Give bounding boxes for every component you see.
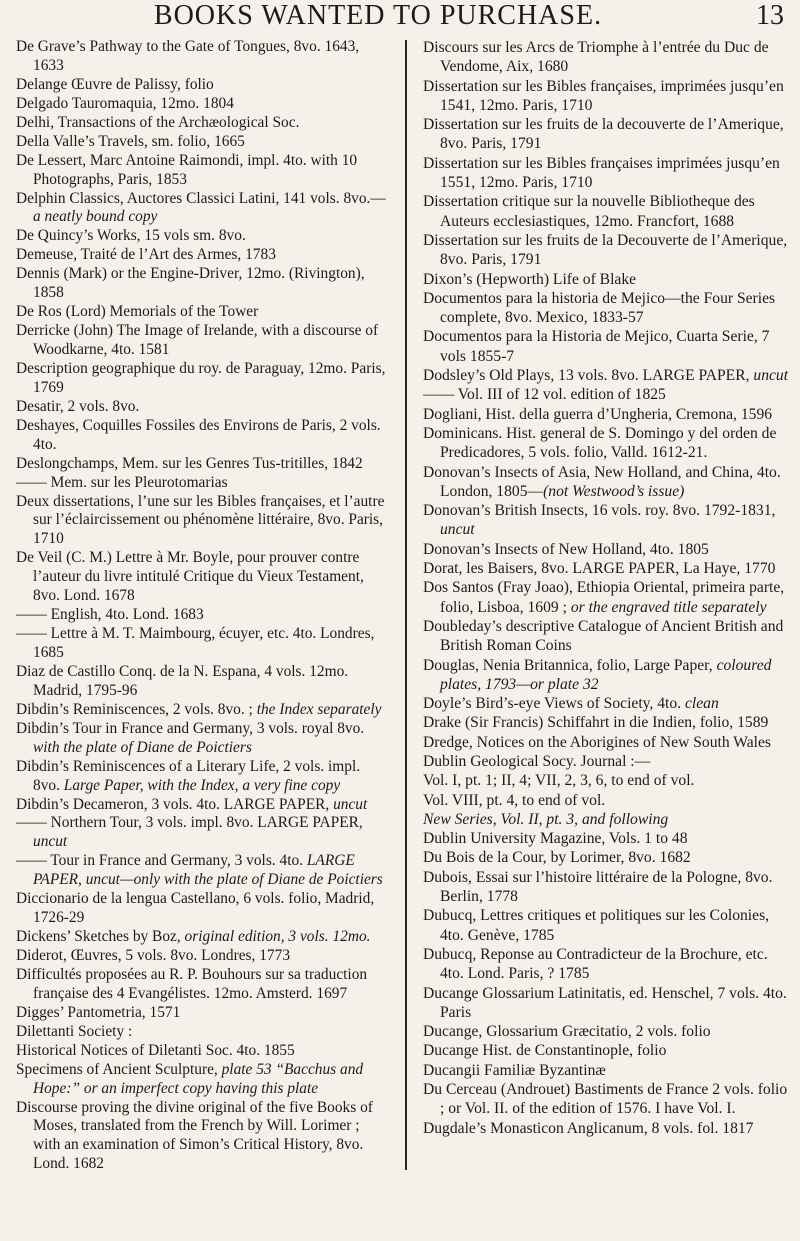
catalogue-entry — [423, 1041, 793, 1060]
entry-text: Ducange, Glossarium Græcitatio, 2 vols. folio — [423, 1023, 711, 1041]
entry-text: Deshayes, Coquilles Fossiles des Environs de Paris, 2 vols. 4to. — [16, 416, 381, 453]
catalogue-entry — [423, 115, 793, 154]
catalogue-entry — [16, 1099, 386, 1175]
entry-text: —— English, 4to. Lond. 1683 — [16, 606, 204, 624]
entry-text: —— Tour in France and Germany, 3 vols. 4to. — [16, 852, 307, 870]
catalogue-entry — [16, 814, 386, 852]
entry-note: New Series, Vol. II, pt. 3, and following — [423, 810, 669, 828]
catalogue-entry — [423, 733, 793, 752]
entry-text: Desatir, 2 vols. 8vo. — [16, 397, 140, 415]
catalogue-entry — [16, 663, 386, 701]
entry-text: Doubleday’s descriptive Catalogue of Ancient British and British Roman Coins — [423, 617, 784, 655]
catalogue-entry — [16, 417, 386, 455]
catalogue-entry — [16, 796, 386, 815]
running-head: BOOKS WANTED TO PURCHASE. — [153, 0, 603, 31]
entry-text: Documentos para la Historia de Mejico, Cuarta Serie, 7 vols 1855-7 — [423, 328, 770, 365]
entry-note: uncut — [440, 521, 475, 539]
catalogue-entry — [16, 303, 386, 322]
catalogue-entry — [423, 405, 793, 424]
entry-text: Dogliani, Hist. della guerra d’Ungheria, Cremona, 1596 — [423, 405, 773, 423]
entry-text: Dibdin’s Decameron, 3 vols. 4to. LARGE PAPER, — [16, 795, 334, 813]
catalogue-entry — [16, 398, 386, 417]
catalogue-entry — [423, 810, 793, 829]
entry-note: uncut — [333, 795, 368, 813]
catalogue-entry — [16, 928, 386, 947]
entry-text: Delange Œuvre de Palissy, folio — [16, 75, 214, 93]
entry-text: Specimens of Ancient Sculpture, — [16, 1060, 222, 1078]
entry-text: Du Bois de la Cour, by Lorimer, 8vo. 1682 — [423, 849, 691, 867]
entry-text: Dublin Geological Socy. Journal :— — [423, 752, 651, 770]
entry-text: Dorat, les Baisers, 8vo. LARGE PAPER, La Haye, 1770 — [423, 560, 776, 578]
catalogue-entry — [423, 77, 793, 116]
catalogue-entry — [16, 1023, 386, 1042]
entry-text: Vol. VIII, pt. 4, to end of vol. — [423, 791, 606, 809]
catalogue-entry — [423, 424, 793, 463]
catalogue-entry — [16, 966, 386, 1004]
catalogue-entry — [423, 713, 793, 732]
entry-text: Description geographique du roy. de Paraguay, 12mo. Paris, 1769 — [16, 359, 386, 396]
catalogue-entry — [423, 791, 793, 810]
entry-text: Dubucq, Lettres critiques et politiques sur les Colonies, 4to. Genève, 1785 — [423, 907, 770, 944]
entry-text: Derricke (John) The Image of Irelande, with a discourse of Woodkarne, 4to. 1581 — [16, 322, 379, 358]
entry-text: —— Vol. III of 12 vol. edition of 1825 — [423, 386, 666, 404]
entry-note: or the engraved title separately — [570, 598, 767, 616]
entry-text: Diccionario de la lengua Castellano, 6 vols. folio, Madrid, 1726-29 — [16, 890, 375, 927]
catalogue-entry — [16, 1004, 386, 1023]
catalogue-entry — [16, 265, 386, 303]
entry-note: the Index separately — [256, 700, 382, 718]
entry-text: Donovan’s British Insects, 16 vols. roy. 8vo. 1792-1831, — [423, 502, 776, 520]
catalogue-entry — [423, 1080, 793, 1119]
catalogue-entry — [16, 322, 386, 360]
page-header — [0, 0, 800, 40]
catalogue-entry — [423, 38, 793, 77]
catalogue-entry — [16, 1042, 386, 1061]
catalogue-entry — [16, 95, 386, 114]
entry-note: uncut — [753, 367, 789, 385]
entry-text: Donovan’s Insects of New Holland, 4to. 1805 — [423, 540, 709, 558]
catalogue-entry — [16, 701, 386, 720]
catalogue-entry — [16, 493, 386, 550]
entry-text: Delhi, Transactions of the Archæological Soc. — [16, 113, 300, 131]
entry-text: Delgado Tauromaquia, 12mo. 1804 — [16, 94, 234, 112]
entry-text: Douglas, Nenia Britannica, folio, Large Paper, — [423, 656, 717, 674]
entry-note: a neatly bound copy — [33, 208, 158, 226]
entry-text: Dixon’s (Hepworth) Life of Blake — [423, 270, 637, 288]
entry-text: De Lessert, Marc Antoine Raimondi, impl. 4to. with 10 Photographs, Paris, 1853 — [16, 151, 358, 188]
catalogue-entry — [423, 868, 793, 907]
entry-text: Discourse proving the divine original of the five Books of Moses, translated from the French by Will. Lorimer ; with an examination of Simon’s Critical History, 8vo. Lond. 1682 — [16, 1098, 373, 1173]
catalogue-entry — [423, 192, 793, 231]
catalogue-entry — [16, 190, 386, 228]
entry-text: Dissertation sur les fruits de la Decouverte de l’Amerique, 8vo. Paris, 1791 — [423, 231, 788, 269]
entry-text: Dissertation critique sur la nouvelle Bibliotheque des Auteurs ecclesiastiques, 12mo. Francfort, 1688 — [423, 193, 755, 230]
catalogue-entry — [423, 231, 793, 270]
entry-note: LARGE PAPER, uncut—only with the plate of Diane de Poictiers — [33, 852, 383, 889]
catalogue-entry — [423, 771, 793, 790]
entry-text: Dissertation sur les fruits de la decouverte de l’Amerique, 8vo. Paris, 1791 — [423, 116, 784, 153]
entry-text: Documentos para la historia de Mejico—the Four Series complete, 8vo. Mexico, 1833-57 — [423, 289, 776, 327]
entry-text: Dublin University Magazine, Vols. 1 to 48 — [423, 830, 688, 848]
catalogue-entry — [423, 1119, 793, 1138]
catalogue-entry — [423, 463, 793, 502]
entry-text: Dubois, Essai sur l’histoire littéraire de la Pologne, 8vo. Berlin, 1778 — [423, 868, 773, 906]
entry-text: Della Valle’s Travels, sm. folio, 1665 — [16, 132, 245, 150]
entry-note: plate 53 “Bacchus and Hope:” or an imperfect copy having this plate — [33, 1060, 364, 1097]
catalogue-entry — [423, 617, 793, 656]
entry-text: Deslongchamps, Mem. sur les Genres Tus-tritilles, 1842 — [16, 454, 363, 472]
page-number: 13 — [756, 0, 784, 31]
entry-text: Dodsley’s Old Plays, 13 vols. 8vo. LARGE PAPER, — [423, 367, 754, 385]
catalogue-entry — [423, 829, 793, 848]
catalogue-entry — [423, 501, 793, 540]
entry-text: Dibdin’s Reminiscences, 2 vols. 8vo. ; — [16, 700, 257, 718]
entry-text: Dubucq, Reponse au Contradicteur de la Brochure, etc. 4to. Lond. Paris, ? 1785 — [423, 945, 768, 983]
entry-note: coloured plates, 1793—or plate 32 — [440, 656, 772, 693]
entry-text: De Quincy’s Works, 15 vols sm. 8vo. — [16, 227, 246, 245]
entry-text: Drake (Sir Francis) Schiffahrt in die Indien, folio, 1589 — [423, 714, 769, 732]
entry-text: Dugdale’s Monasticon Anglicanum, 8 vols. fol. 1817 — [423, 1119, 754, 1137]
catalogue-entry — [423, 1061, 793, 1080]
entry-text: Ducange Glossarium Latinitatis, ed. Henschel, 7 vols. 4to. Paris — [423, 984, 787, 1021]
left-column — [16, 38, 386, 1174]
catalogue-entry — [423, 559, 793, 578]
entry-text: De Veil (C. M.) Lettre à Mr. Boyle, pour prouver contre l’auteur du livre intitulé Critique du Vieux Testament, 8vo. Lond. 1678 — [16, 549, 364, 605]
entry-text: Historical Notices of Diletanti Soc. 4to. 1855 — [16, 1041, 295, 1059]
catalogue-entry — [423, 289, 793, 328]
entry-text: Dredge, Notices on the Aborigines of New South Wales — [423, 733, 771, 751]
catalogue-entry — [423, 656, 793, 695]
entry-text: Dennis (Mark) or the Engine-Driver, 12mo. (Rivington), 1858 — [16, 265, 365, 302]
entry-text: —— Lettre à M. T. Maimbourg, écuyer, etc. 4to. Londres, 1685 — [16, 625, 375, 661]
entry-text: Deux dissertations, l’une sur les Bibles françaises, et l’autre sur l’éclaircissement ou phénomène littéraire, 8vo. Paris, 1710 — [16, 492, 385, 548]
catalogue-entry — [16, 625, 386, 663]
entry-text: Du Cerceau (Androuet) Bastiments de France 2 vols. folio ; or Vol. II. of the edition of 1576. I have Vol. I. — [423, 1081, 788, 1118]
column-divider — [405, 40, 407, 1170]
catalogue-entry — [423, 366, 793, 385]
catalogue-entry — [16, 474, 386, 493]
entry-text: Dibdin’s Reminiscences of a Literary Life, 2 vols. impl. 8vo. — [16, 757, 361, 794]
entry-note: with the plate of Diane de Poictiers — [33, 738, 252, 756]
entry-text: —— Northern Tour, 3 vols. impl. 8vo. LARGE PAPER, — [16, 814, 363, 832]
entry-text: Donovan’s Insects of Asia, New Holland, and China, 4to. London, 1805— — [423, 463, 781, 500]
catalogue-entry — [16, 114, 386, 133]
entry-text: Delphin Classics, Auctores Classici Latini, 141 vols. 8vo.— — [16, 189, 386, 207]
catalogue-entry — [423, 270, 793, 289]
entry-text: Dibdin’s Tour in France and Germany, 3 vols. royal 8vo. — [16, 719, 365, 737]
catalogue-entry — [423, 945, 793, 984]
catalogue-entry — [16, 455, 386, 474]
catalogue-entry — [423, 752, 793, 771]
entry-note: (not Westwood’s issue) — [543, 482, 685, 500]
entry-text: Vol. I, pt. 1; II, 4; VII, 2, 3, 6, to end of vol. — [423, 772, 695, 790]
entry-text: Dickens’ Sketches by Boz, — [16, 928, 185, 946]
entry-note: Large Paper, with the Index, a very fine copy — [63, 776, 341, 794]
entry-text: De Ros (Lord) Memorials of the Tower — [16, 303, 259, 321]
catalogue-entry — [16, 852, 386, 890]
catalogue-entry — [16, 133, 386, 152]
catalogue-entry — [16, 152, 386, 190]
entry-text: De Grave’s Pathway to the Gate of Tongues, 8vo. 1643, 1633 — [16, 38, 360, 74]
catalogue-entry — [423, 1022, 793, 1041]
catalogue-entry — [423, 984, 793, 1023]
entry-text: Ducangii Familiæ Byzantinæ — [423, 1061, 606, 1079]
entry-text: Doyle’s Bird’s-eye Views of Society, 4to. — [423, 695, 685, 713]
right-column — [423, 38, 793, 1138]
entry-note: uncut — [33, 833, 68, 851]
catalogue-entry — [423, 327, 793, 366]
catalogue-entry — [423, 906, 793, 945]
catalogue-entry — [423, 578, 793, 617]
entry-text: Difficultés proposées au R. P. Bouhours sur sa traduction française des 4 Evangélistes. 12mo. Amsterd. 1697 — [16, 965, 368, 1002]
catalogue-entry — [16, 947, 386, 966]
entry-text: Discours sur les Arcs de Triomphe à l’entrée du Duc de Vendome, Aix, 1680 — [423, 39, 769, 76]
catalogue-entry — [16, 549, 386, 606]
catalogue-entry — [16, 76, 386, 95]
catalogue-entry — [16, 758, 386, 796]
entry-text: Dilettanti Society : — [16, 1022, 133, 1040]
entry-text: Dissertation sur les Bibles françaises imprimées jusqu’en 1551, 12mo. Paris, 1710 — [423, 154, 780, 192]
catalogue-entry — [16, 38, 386, 76]
entry-note: original edition, 3 vols. 12mo. — [184, 928, 371, 946]
entry-text: —— Mem. sur les Pleurotomarias — [16, 473, 228, 491]
entry-text: Dos Santos (Fray Joao), Ethiopia Oriental, primeira parte, folio, Lisboa, 1609 ; — [423, 579, 785, 616]
catalogue-entry — [16, 1061, 386, 1099]
entry-text: Digges’ Pantometria, 1571 — [16, 1003, 181, 1021]
catalogue-entry — [16, 720, 386, 758]
catalogue-entry — [16, 360, 386, 398]
entry-text: Diderot, Œuvres, 5 vols. 8vo. Londres, 1773 — [16, 947, 291, 964]
catalogue-entry — [16, 227, 386, 246]
entry-note: clean — [684, 695, 719, 713]
catalogue-entry — [423, 694, 793, 713]
catalogue-entry — [423, 540, 793, 559]
entry-text: Demeuse, Traité de l’Art des Armes, 1783 — [16, 246, 276, 264]
catalogue-entry — [16, 606, 386, 625]
catalogue-entry — [423, 154, 793, 193]
catalogue-entry — [423, 848, 793, 867]
catalogue-entry — [16, 246, 386, 265]
entry-text: Dominicans. Hist. general de S. Domingo y del orden de Predicadores, 5 vols. folio, Valld. 1612-21. — [423, 424, 777, 462]
entry-text: Ducange Hist. de Constantinople, folio — [423, 1042, 667, 1060]
catalogue-entry — [16, 890, 386, 928]
entry-text: Dissertation sur les Bibles françaises, imprimées jusqu’en 1541, 12mo. Paris, 1710 — [423, 77, 784, 114]
catalogue-entry — [423, 385, 793, 404]
entry-text: Diaz de Castillo Conq. de la N. Espana, 4 vols. 12mo. Madrid, 1795-96 — [16, 662, 349, 699]
